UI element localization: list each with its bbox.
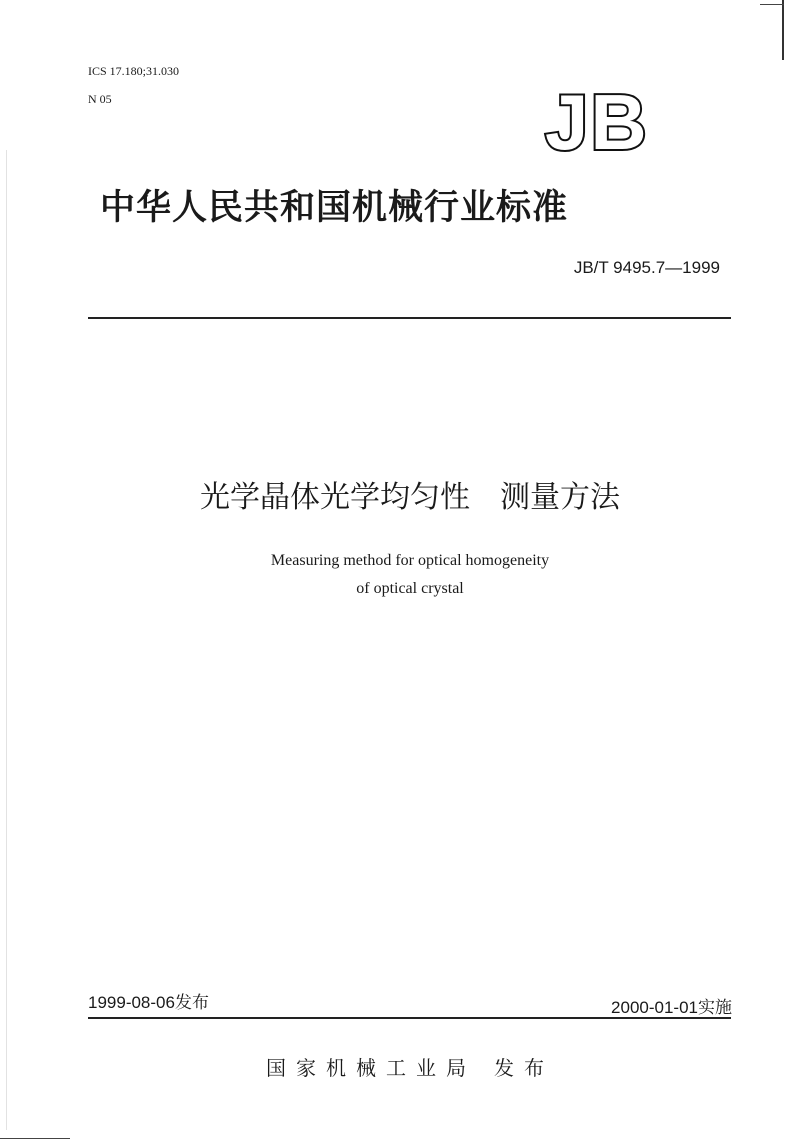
jb-logo — [545, 78, 690, 166]
document-title-en — [160, 547, 660, 603]
issue-date: 1999-08-06发布 — [88, 993, 209, 1012]
standard-number: JB/T 9495.7—1999 — [573, 258, 720, 277]
issuing-authority — [140, 1052, 680, 1081]
jb-logo-text: JB — [545, 78, 649, 166]
scan-left-edge — [6, 150, 7, 1130]
scan-bottom-edge — [0, 1138, 70, 1139]
ics-code: ICS 17.180;31.030 — [88, 64, 180, 78]
document-title-en-line1: Measuring method for optical homogeneity — [270, 552, 550, 569]
document-title-cn: 光学晶体光学均匀性 测量方法 — [200, 480, 620, 515]
implementation-date: 2000-01-01实施 — [611, 998, 732, 1017]
bottom-divider — [88, 1017, 731, 1019]
standard-category-title: 中华人民共和国机械行业标准 — [100, 188, 569, 228]
issuer-name: 国家机械工业局 — [266, 1056, 476, 1080]
ccs-code: N 05 — [88, 92, 112, 106]
scan-right-edge — [782, 0, 784, 60]
top-divider — [88, 317, 731, 319]
scan-corner-mark — [760, 4, 784, 5]
issued-label: 发布 — [494, 1056, 554, 1080]
document-title-en-line2: of optical crystal — [356, 580, 464, 597]
